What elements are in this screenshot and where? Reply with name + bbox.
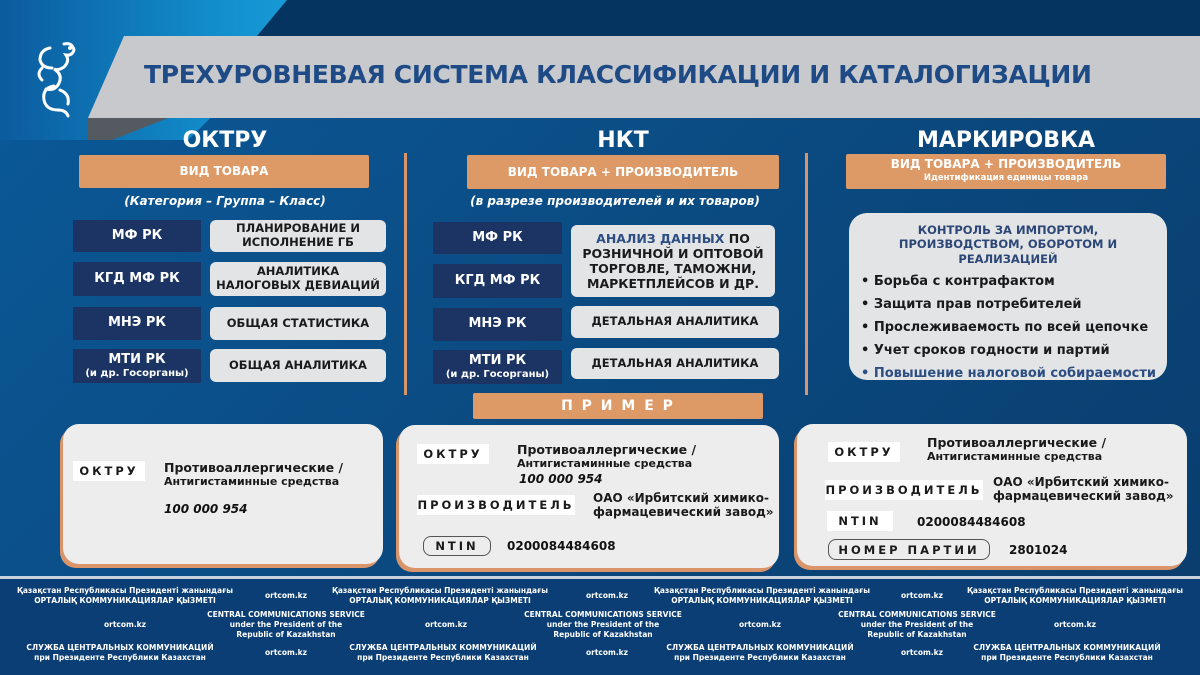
marking-bar-title: ВИД ТОВАРА + ПРОИЗВОДИТЕЛЬ	[890, 157, 1122, 171]
batch-number-tag: НОМЕР ПАРТИИ	[828, 539, 990, 560]
footer-en-block	[524, 610, 682, 639]
batch-number-value: 2801024	[1009, 543, 1068, 557]
footer-ru-block	[973, 643, 1160, 663]
producer-tag: ПРОИЗВОДИТЕЛЬ	[825, 480, 983, 500]
footer-en-line-2: under the President of the	[546, 619, 660, 629]
org-label: МНЭ РК	[468, 316, 527, 332]
org-label: МТИ РК	[108, 352, 166, 368]
nkt-desc-text	[577, 231, 769, 291]
footer-site: ortcom.kz	[738, 620, 782, 629]
category-text	[164, 460, 343, 488]
nkt-desc-detailed-1: ДЕТАЛЬНАЯ АНАЛИТИКА	[571, 306, 779, 338]
footer-ru-line-2: при Президенте Республики Казахстан	[981, 652, 1153, 662]
marking-type-bar	[846, 154, 1166, 189]
producer-line-1: ОАО «Ирбитский химико-	[993, 475, 1169, 489]
org-label: МФ РК	[472, 229, 523, 245]
producer-tag: ПРОИЗВОДИТЕЛЬ	[417, 495, 575, 515]
nkt-desc-highlight: АНАЛИЗ ДАННЫХ	[596, 231, 725, 246]
footer-ru-line-1: СЛУЖБА ЦЕНТРАЛЬНЫХ КОММУНИКАЦИЙ	[349, 643, 537, 652]
footer-ru-line-1: СЛУЖБА ЦЕНТРАЛЬНЫХ КОММУНИКАЦИЙ	[26, 643, 214, 652]
footer-ru-line-1: СЛУЖБА ЦЕНТРАЛЬНЫХ КОММУНИКАЦИЙ	[666, 643, 854, 652]
footer-ru-line-2: при Президенте Республики Казахстан	[357, 652, 529, 662]
marking-bullet: • Защита прав потребителей	[861, 297, 1082, 313]
footer-site: ortcom.kz	[900, 648, 944, 657]
footer-site: ortcom.kz	[264, 591, 308, 600]
oktru-desc-planning: ПЛАНИРОВАНИЕ И ИСПОЛНЕНИЕ ГБ	[210, 220, 386, 252]
producer-line-2: фармацевический завод»	[593, 505, 774, 520]
footer-en-line-2: under the President of the	[860, 619, 974, 629]
oktru-tag: ОКТРУ	[73, 461, 145, 481]
marking-bullet: • Борьба с контрафактом	[861, 274, 1055, 290]
marking-bar-subtitle: Идентификация единицы товара	[923, 173, 1089, 183]
footer-site: ortcom.kz	[900, 591, 944, 600]
example-card-nkt	[399, 425, 779, 568]
category-text	[927, 435, 1106, 463]
footer-kz-block	[967, 586, 1183, 606]
oktru-subtitle: (Категория – Группа – Класс)	[124, 194, 326, 208]
marking-column-title: МАРКИРОВКА	[916, 128, 1096, 153]
footer-en-line-3: Republic of Kazakhstan	[236, 629, 336, 639]
footer-site: ortcom.kz	[103, 620, 147, 629]
oktru-column-title: ОКТРУ	[182, 128, 268, 153]
nkt-org-mti	[433, 350, 562, 384]
footer-kz-line-2: ОРТАЛЫҚ КОММУНИКАЦИЯЛАР ҚЫЗМЕТІ	[984, 595, 1166, 605]
footer-en-line-1: CENTRAL COMMUNICATIONS SERVICE	[524, 610, 682, 619]
category-line-1: Противоаллергические /	[517, 442, 697, 457]
footer-site: ortcom.kz	[424, 620, 468, 629]
footer-kz-line-2: ОРТАЛЫҚ КОММУНИКАЦИЯЛАР ҚЫЗМЕТІ	[34, 595, 216, 605]
footer-kz-block	[332, 586, 548, 606]
marking-bullet: • Прослеживаемость по всей цепочке	[861, 320, 1149, 336]
footer-ru-line-1: СЛУЖБА ЦЕНТРАЛЬНЫХ КОММУНИКАЦИЙ	[973, 643, 1161, 652]
marking-bullet: • Учет сроков годности и партий	[861, 343, 1110, 359]
footer-site: ortcom.kz	[1053, 620, 1097, 629]
example-card-oktru	[63, 424, 383, 564]
ntin-value: 0200084484608	[507, 539, 616, 553]
marking-panel-title: КОНТРОЛЬ ЗА ИМПОРТОМ, ПРОИЗВОДСТВОМ, ОБОРОТОМ И РЕАЛИЗАЦИЕЙ	[898, 223, 1118, 266]
producer-line-1: ОАО «Ирбитский химико-	[593, 491, 769, 505]
page-title: ТРЕХУРОВНЕВАЯ СИСТЕМА КЛАССИФИКАЦИИ И КАТАЛОГИЗАЦИИ	[144, 60, 1092, 89]
footer-kz-block	[654, 586, 870, 606]
footer-kz-line-1: Қазақстан Республикасы Президенті жанындағы	[654, 586, 870, 595]
footer-site: ortcom.kz	[585, 591, 629, 600]
column-separator-1	[404, 153, 407, 395]
footer-kz-line-1: Қазақстан Республикасы Президенті жанындағы	[967, 586, 1183, 595]
org-label: МФ РК	[111, 227, 163, 243]
footer-ru-block	[349, 643, 536, 663]
category-line-2: Антигистаминные средства	[517, 457, 693, 470]
column-separator-2	[805, 153, 808, 395]
footer-en-line-1: CENTRAL COMMUNICATIONS SERVICE	[207, 610, 365, 619]
ntin-tag: NTIN	[423, 536, 491, 556]
footer-kz-line-2: ОРТАЛЫҚ КОММУНИКАЦИЯЛАР ҚЫЗМЕТІ	[671, 595, 853, 605]
footer-en-line-3: Republic of Kazakhstan	[867, 629, 967, 639]
oktru-org-mne	[73, 307, 201, 340]
org-label: МТИ РК	[468, 353, 527, 369]
nkt-desc-detailed-2: ДЕТАЛЬНАЯ АНАЛИТИКА	[571, 348, 779, 379]
oktru-tag: ОКТРУ	[828, 442, 900, 462]
oktru-org-mti	[73, 349, 201, 383]
example-label: П Р И М Е Р	[473, 393, 763, 419]
category-line-1: Противоаллергические /	[927, 435, 1107, 450]
category-text	[517, 442, 696, 470]
footer-site: ortcom.kz	[264, 648, 308, 657]
ntin-tag: NTIN	[827, 511, 893, 531]
footer-kz-block	[17, 586, 233, 606]
footer-ru-block	[666, 643, 853, 663]
footer-en-line-1: CENTRAL COMMUNICATIONS SERVICE	[838, 610, 996, 619]
oktru-org-mf	[73, 220, 201, 252]
ntin-value: 0200084484608	[917, 515, 1026, 529]
nkt-org-mne	[433, 308, 562, 341]
category-line-1: Противоаллергические /	[164, 460, 344, 475]
footer-en-line-2: under the President of the	[229, 619, 343, 629]
oktru-desc-general-stats: ОБЩАЯ СТАТИСТИКА	[210, 307, 386, 340]
producer-text	[993, 475, 1174, 504]
footer-kz-line-1: Қазақстан Республикасы Президенті жанындағы	[17, 586, 233, 595]
footer-ru-line-2: при Президенте Республики Казахстан	[34, 652, 206, 662]
nkt-org-mf	[433, 222, 562, 254]
footer-en-line-3: Republic of Kazakhstan	[553, 629, 653, 639]
oktru-desc-tax-analytics: АНАЛИТИКА НАЛОГОВЫХ ДЕВИАЦИЙ	[210, 262, 386, 296]
oktru-type-bar: ВИД ТОВАРА	[79, 155, 369, 188]
oktru-org-kgd	[73, 262, 201, 296]
nkt-type-bar: ВИД ТОВАРА + ПРОИЗВОДИТЕЛЬ	[467, 155, 779, 189]
nkt-column-title: НКТ	[597, 128, 649, 153]
category-line-2: Антигистаминные средства	[927, 450, 1103, 463]
footer-kz-line-2: ОРТАЛЫҚ КОММУНИКАЦИЯЛАР ҚЫЗМЕТІ	[349, 595, 531, 605]
footer-kz-line-1: Қазақстан Республикасы Президенті жанындағы	[332, 586, 548, 595]
footer-ru-block	[26, 643, 213, 663]
org-label: МНЭ РК	[107, 315, 167, 331]
footer-ru-line-2: при Президенте Республики Казахстан	[674, 652, 846, 662]
oktru-tag: ОКТРУ	[417, 444, 489, 464]
org-label: КГД МФ РК	[454, 272, 541, 288]
org-sublabel: (и др. Госорганы)	[85, 367, 189, 379]
footer-en-block	[838, 610, 996, 639]
producer-text	[593, 491, 774, 520]
nkt-org-kgd	[433, 264, 562, 298]
nkt-desc-data-analysis	[571, 225, 775, 297]
nkt-subtitle: (в разрезе производителей и их товаров)	[470, 194, 760, 208]
footer	[0, 579, 1200, 675]
footer-en-block	[207, 610, 365, 639]
category-line-2: Антигистаминные средства	[164, 475, 340, 488]
nkt-desc-rest: ПО РОЗНИЧНОЙ И ОПТОВОЙ ТОРГОВЛЕ, ТАМОЖНИ, МАРКЕТПЛЕЙСОВ И ДР.	[582, 231, 764, 291]
marking-bullet-highlight: • Повышение налоговой собираемости	[861, 366, 1157, 382]
footer-site: ortcom.kz	[585, 648, 629, 657]
snow-leopard-emblem-icon	[30, 38, 82, 120]
marking-control-panel	[849, 213, 1167, 380]
producer-line-2: фармацевический завод»	[993, 489, 1174, 504]
oktru-code: 100 000 954	[519, 472, 603, 486]
org-label: КГД МФ РК	[94, 270, 180, 286]
example-card-marking	[797, 424, 1187, 566]
oktru-code: 100 000 954	[164, 502, 248, 516]
org-sublabel: (и др. Госорганы)	[445, 368, 550, 380]
oktru-desc-general-analytics: ОБЩАЯ АНАЛИТИКА	[210, 349, 386, 382]
